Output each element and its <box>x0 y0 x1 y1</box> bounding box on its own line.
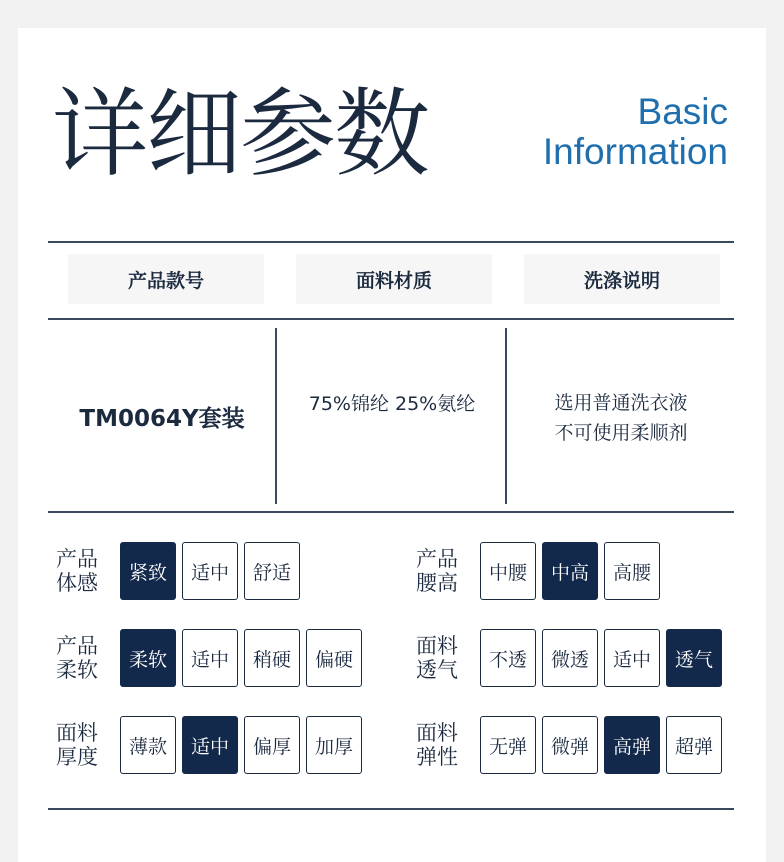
option: 适中 <box>604 629 660 687</box>
option: 加厚 <box>306 716 362 774</box>
attribute-label-line-1: 产品 <box>56 634 98 658</box>
option: 适中 <box>182 542 238 600</box>
option: 微透 <box>542 629 598 687</box>
attribute-label-line-1: 面料 <box>416 634 458 658</box>
attribute-label <box>416 634 468 682</box>
attribute-label-line-2: 腰高 <box>416 571 458 595</box>
divider-top <box>48 241 734 243</box>
attribute-label <box>56 547 108 595</box>
header-fabric: 面料材质 <box>296 254 492 304</box>
divider-bottom <box>48 808 734 810</box>
option-selected: 柔软 <box>120 629 176 687</box>
option: 无弹 <box>480 716 536 774</box>
fabric-value: 75%锦纶 25%氨纶 <box>308 392 476 415</box>
attribute-options <box>480 542 660 600</box>
attribute-label-line-2: 柔软 <box>56 658 98 682</box>
attribute-label-line-2: 厚度 <box>56 745 98 769</box>
option: 不透 <box>480 629 536 687</box>
page-title: 详细参数 <box>52 78 428 190</box>
attribute-label-line-1: 产品 <box>56 547 98 571</box>
divider-mid <box>48 511 734 513</box>
attribute-label-line-1: 面料 <box>56 721 98 745</box>
wash-line-1: 选用普通洗衣液 <box>554 392 688 414</box>
wash-instructions <box>508 384 734 452</box>
subtitle-line-2: Information <box>542 131 728 172</box>
option: 高腰 <box>604 542 660 600</box>
option-selected: 紧致 <box>120 542 176 600</box>
attribute-label <box>416 721 468 769</box>
attribute-label-line-2: 透气 <box>416 658 458 682</box>
option: 舒适 <box>244 542 300 600</box>
attribute-label <box>416 547 468 595</box>
option: 偏硬 <box>306 629 362 687</box>
attribute-options <box>480 716 722 774</box>
wash-line-2: 不可使用柔顺剂 <box>554 422 688 444</box>
subtitle-line-1: Basic <box>637 91 728 132</box>
attribute-options <box>120 629 362 687</box>
attribute-options <box>120 716 362 774</box>
model-value: TM0064Y套装 <box>79 405 245 432</box>
spec-card <box>18 28 766 862</box>
option-selected: 高弹 <box>604 716 660 774</box>
option: 薄款 <box>120 716 176 774</box>
attribute-label <box>56 721 108 769</box>
option-selected: 适中 <box>182 716 238 774</box>
attribute-label-line-1: 产品 <box>416 547 458 571</box>
option: 偏厚 <box>244 716 300 774</box>
option-selected: 中高 <box>542 542 598 600</box>
option: 超弹 <box>666 716 722 774</box>
divider-header <box>48 318 734 320</box>
option: 微弹 <box>542 716 598 774</box>
option-selected: 透气 <box>666 629 722 687</box>
header-model: 产品款号 <box>68 254 264 304</box>
attribute-label-line-2: 体感 <box>56 571 98 595</box>
page-subtitle <box>543 92 728 172</box>
header-wash: 洗涤说明 <box>524 254 720 304</box>
option: 适中 <box>182 629 238 687</box>
attribute-options <box>480 629 722 687</box>
attribute-options <box>120 542 300 600</box>
attribute-label <box>56 634 108 682</box>
attribute-label-line-1: 面料 <box>416 721 458 745</box>
option: 中腰 <box>480 542 536 600</box>
option: 稍硬 <box>244 629 300 687</box>
attribute-label-line-2: 弹性 <box>416 745 458 769</box>
